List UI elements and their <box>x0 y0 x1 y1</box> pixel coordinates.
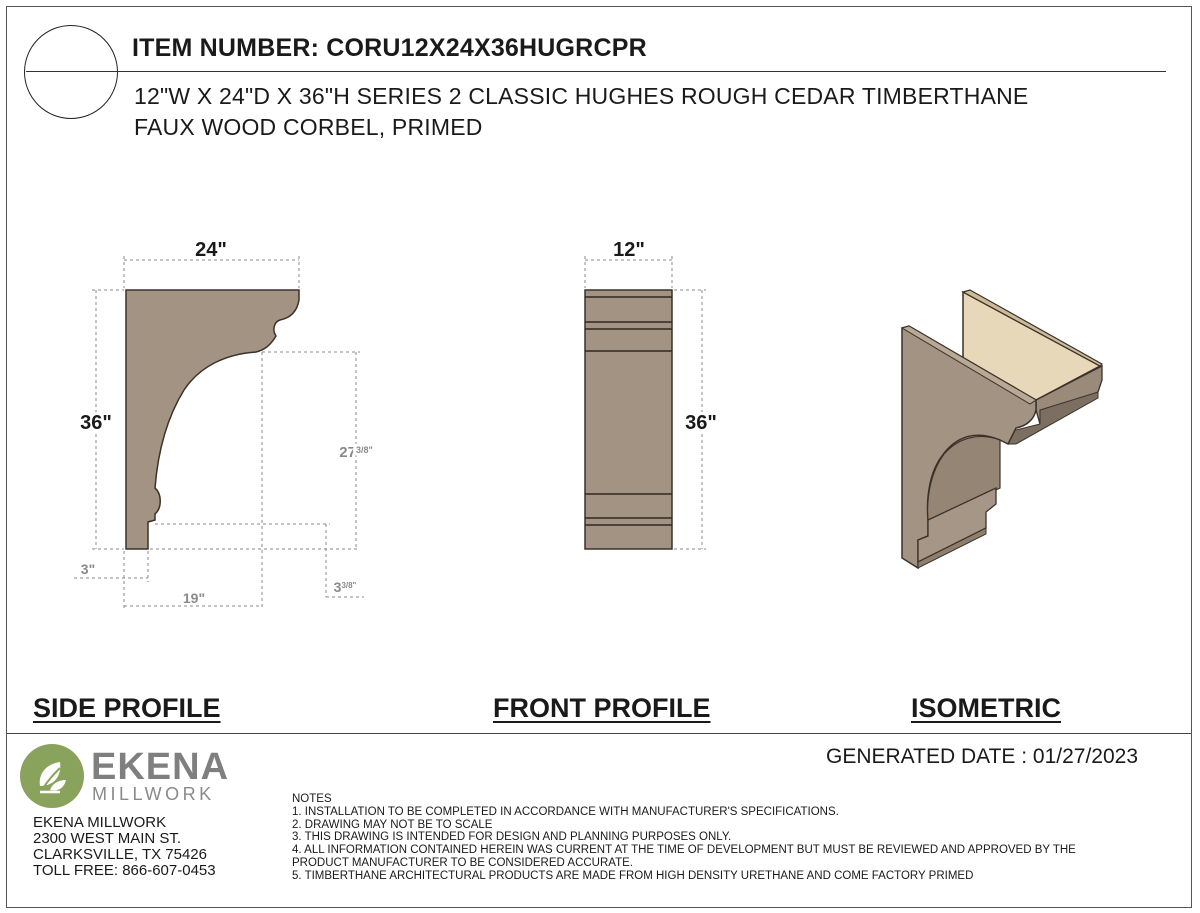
side-curve-height-whole: 27 <box>339 444 356 461</box>
company-name: EKENA MILLWORK <box>33 814 167 831</box>
side-base-height-fraction: 3/8" <box>341 581 357 590</box>
description-line-1: 12"W X 24"D X 36"H SERIES 2 CLASSIC HUGHES ROUGH CEDAR TIMBERTHANE <box>134 83 1029 109</box>
note-1: 1. INSTALLATION TO BE COMPLETED IN ACCORDANCE WITH MANUFACTURER'S SPECIFICATIONS. <box>292 805 839 818</box>
toll-free-phone: TOLL FREE: 866-607-0453 <box>33 862 216 879</box>
note-5: 5. TIMBERTHANE ARCHITECTURAL PRODUCTS ARE MADE FROM HIGH DENSITY URETHANE AND COME FACTORY PRIMED <box>292 869 974 882</box>
company-address <box>33 815 216 879</box>
side-curve-run-dimension: 19" <box>182 590 206 606</box>
isometric-drawing <box>902 290 1102 568</box>
side-base-width-dimension: 3" <box>80 561 96 577</box>
item-number: ITEM NUMBER: CORU12X24X36HUGRCPR <box>132 34 647 62</box>
note-3: 3. THIS DRAWING IS INTENDED FOR DESIGN AND PLANNING PURPOSES ONLY. <box>292 831 732 844</box>
address-line-1: 2300 WEST MAIN ST. <box>33 830 182 847</box>
leaf-logo-icon <box>20 744 84 808</box>
logo-name: EKENA <box>91 746 230 788</box>
address-line-2: CLARKSVILLE, TX 75426 <box>33 846 207 863</box>
note-4: 4. ALL INFORMATION CONTAINED HEREIN WAS CURRENT AT THE TIME OF DEVELOPMENT BUT MUST BE REVIEWED AND APPROVED BY THE <box>292 844 1076 857</box>
footer-rule <box>7 733 1191 734</box>
side-base-height-dimension <box>334 579 357 595</box>
side-base-height-whole: 3 <box>333 579 342 595</box>
notes-block <box>292 793 1152 883</box>
note-2: 2. DRAWING MAY NOT BE TO SCALE <box>292 818 493 831</box>
note-4-continued: PRODUCT MANUFACTURER TO BE CONSIDERED ACCURATE. <box>292 856 633 869</box>
side-profile-drawing <box>74 239 373 610</box>
front-profile-label: FRONT PROFILE <box>493 693 711 723</box>
generated-date: GENERATED DATE : 01/27/2023 <box>826 745 1139 768</box>
side-profile-shape <box>126 290 299 549</box>
description-line-2: FAUX WOOD CORBEL, PRIMED <box>134 114 483 140</box>
front-width-dimension: 12" <box>613 239 645 261</box>
side-height-dimension: 36" <box>80 412 112 434</box>
side-profile-label: SIDE PROFILE <box>33 693 221 723</box>
notes-title: NOTES <box>292 793 332 805</box>
logo-subtitle: MILLWORK <box>92 784 215 804</box>
front-height-dimension: 36" <box>685 412 717 434</box>
side-curve-height-fraction: 3/8" <box>355 445 373 455</box>
side-curve-height-dimension <box>339 444 372 461</box>
side-depth-dimension: 24" <box>195 239 227 261</box>
isometric-label: ISOMETRIC <box>911 693 1062 723</box>
front-profile-drawing <box>585 239 717 549</box>
